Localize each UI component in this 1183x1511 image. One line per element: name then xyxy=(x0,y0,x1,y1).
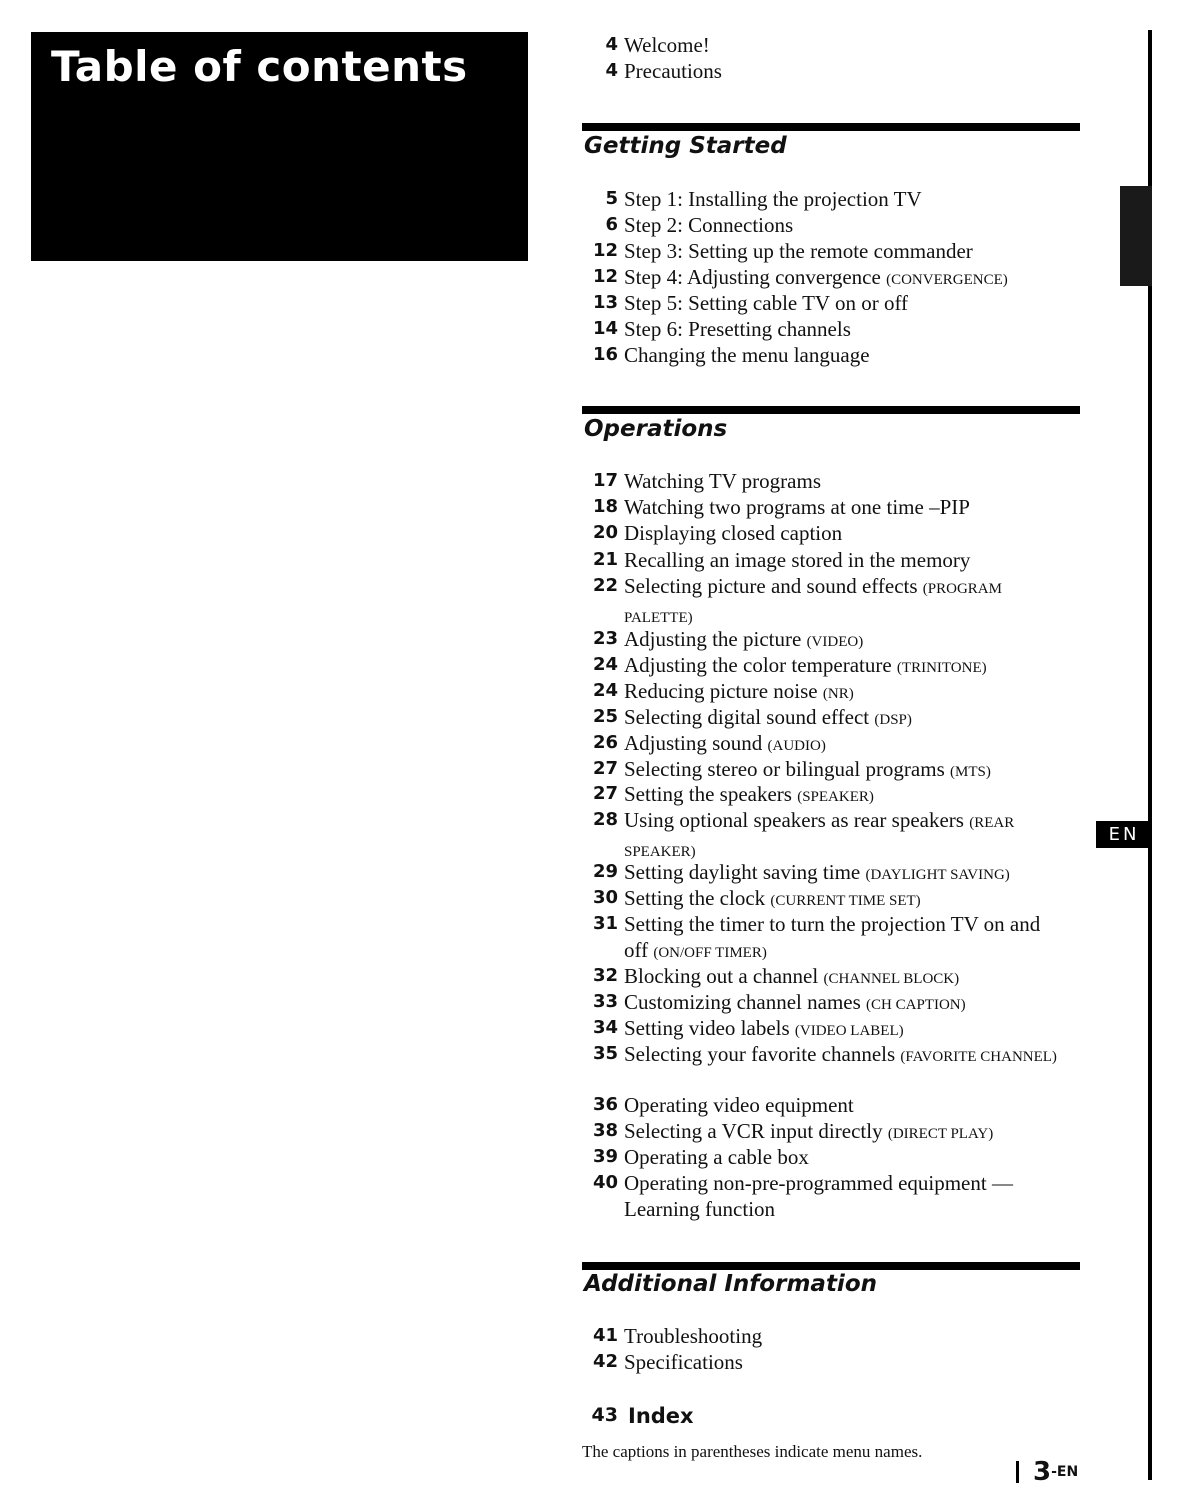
toc-page-number: 25 xyxy=(592,706,618,727)
toc-entry[interactable] xyxy=(582,468,821,494)
toc-entry[interactable] xyxy=(582,316,851,342)
toc-page-number: 30 xyxy=(592,887,618,908)
menu-name: (MTS) xyxy=(950,764,991,780)
toc-page-number: 28 xyxy=(592,809,618,830)
toc-entry[interactable] xyxy=(582,58,722,84)
toc-entry-text: Troubleshooting xyxy=(624,1324,763,1348)
toc-entry-text: Setting video labels xyxy=(624,1016,790,1040)
menu-name: (SPEAKER) xyxy=(797,789,874,805)
toc-page-number: 18 xyxy=(592,496,618,517)
toc-entry-text: Reducing picture noise xyxy=(624,679,818,703)
toc-entry-text: Step 5: Setting cable TV on or off xyxy=(624,291,909,315)
toc-entry[interactable] xyxy=(582,885,921,914)
menu-name: (CURRENT TIME SET) xyxy=(770,893,921,909)
menu-name: (NR) xyxy=(822,686,854,702)
toc-page-number: 26 xyxy=(592,732,618,753)
toc-entry-text: Selecting a VCR input directly xyxy=(624,1119,883,1143)
toc-entry[interactable] xyxy=(582,1092,854,1118)
toc-page-number: 40 xyxy=(592,1172,618,1193)
page-title: Table of contents xyxy=(51,42,468,91)
toc-entry-text: Step 1: Installing the projection TV xyxy=(624,187,922,211)
toc-entry-text: Operating video equipment xyxy=(624,1093,854,1117)
toc-entry[interactable] xyxy=(582,547,970,573)
page-number-bar xyxy=(1016,1461,1019,1483)
page-number-value: 3 xyxy=(1033,1457,1052,1487)
toc-entry-text: Watching TV programs xyxy=(624,469,821,493)
toc-page-number: 12 xyxy=(592,266,618,287)
index-entry[interactable] xyxy=(582,1404,694,1428)
section-heading-getting-started: Getting Started xyxy=(584,133,787,159)
toc-page-number: 35 xyxy=(592,1043,618,1064)
menu-name: (TRINITONE) xyxy=(896,660,987,676)
menu-name: (VIDEO) xyxy=(806,634,864,650)
toc-page-number: 4 xyxy=(605,60,618,81)
toc-entry-text: Step 3: Setting up the remote commander xyxy=(624,239,973,263)
toc-entry[interactable] xyxy=(582,678,854,707)
toc-page-number: 31 xyxy=(592,913,618,934)
toc-entry-text: Setting the speakers xyxy=(624,782,792,806)
menu-name: (VIDEO LABEL) xyxy=(794,1023,904,1039)
index-heading: Index xyxy=(628,1404,694,1428)
toc-entry[interactable] xyxy=(582,573,1064,631)
menu-name: (DIRECT PLAY) xyxy=(887,1126,994,1142)
toc-entry-text: Selecting picture and sound effects xyxy=(624,574,918,598)
toc-entry-text: Recalling an image stored in the memory xyxy=(624,548,971,572)
toc-entry[interactable] xyxy=(582,963,959,992)
toc-page-number: 16 xyxy=(592,344,618,365)
menu-name: (CHANNEL BLOCK) xyxy=(823,971,960,987)
section-rule xyxy=(582,406,1080,414)
toc-entry[interactable] xyxy=(582,704,912,733)
toc-entry[interactable] xyxy=(582,212,793,238)
section-heading-operations: Operations xyxy=(584,416,728,442)
toc-page-number: 42 xyxy=(592,1351,618,1372)
toc-entry[interactable] xyxy=(582,652,987,681)
toc-page-number: 29 xyxy=(592,861,618,882)
toc-entry-text: Selecting digital sound effect xyxy=(624,705,870,729)
toc-page-number: 21 xyxy=(592,549,618,570)
toc-entry[interactable] xyxy=(582,859,1010,888)
toc-entry[interactable] xyxy=(582,1323,762,1349)
toc-page-number: 36 xyxy=(592,1094,618,1115)
toc-page-number: 27 xyxy=(592,758,618,779)
toc-entry[interactable] xyxy=(582,186,922,212)
menu-name: (REAR SPEAKER) xyxy=(624,815,1015,860)
toc-page-number: 24 xyxy=(592,654,618,675)
toc-page-number: 14 xyxy=(592,318,618,339)
toc-entry-text: Adjusting the color temperature xyxy=(624,653,892,677)
toc-entry-text: Step 2: Connections xyxy=(624,213,794,237)
toc-entry[interactable] xyxy=(582,238,973,264)
toc-page-number: 32 xyxy=(592,965,618,986)
menu-name: (PROGRAM PALETTE) xyxy=(624,581,1002,626)
toc-entry-text: Displaying closed caption xyxy=(624,521,843,545)
toc-entry[interactable] xyxy=(582,781,874,810)
toc-page-number: 33 xyxy=(592,991,618,1012)
toc-entry-text: Adjusting sound xyxy=(624,731,763,755)
toc-entry-text: Blocking out a channel xyxy=(624,964,819,988)
toc-page-number: 23 xyxy=(592,628,618,649)
toc-page-number: 22 xyxy=(592,575,618,596)
toc-page-number: 43 xyxy=(591,1404,618,1426)
toc-entry[interactable] xyxy=(582,32,710,58)
toc-entry[interactable] xyxy=(582,1170,1064,1222)
toc-entry-text: Step 4: Adjusting convergence xyxy=(624,265,881,289)
toc-entry[interactable] xyxy=(582,520,842,546)
toc-entry[interactable] xyxy=(582,1015,904,1044)
menu-name: (AUDIO) xyxy=(767,738,826,754)
toc-entry-text: Operating a cable box xyxy=(624,1145,809,1169)
toc-entry[interactable] xyxy=(582,911,1064,966)
toc-page-number: 4 xyxy=(605,34,618,55)
toc-entry[interactable] xyxy=(582,730,826,759)
toc-entry-text: Customizing channel names xyxy=(624,990,861,1014)
toc-page-number: 38 xyxy=(592,1120,618,1141)
toc-page-number: 13 xyxy=(592,292,618,313)
section-heading-additional-information: Additional Information xyxy=(584,1271,877,1297)
menu-name: (FAVORITE CHANNEL) xyxy=(900,1049,1057,1065)
menu-name: (CONVERGENCE) xyxy=(886,272,1008,288)
section-rule xyxy=(582,123,1080,131)
toc-entry-text: Selecting your favorite channels xyxy=(624,1042,896,1066)
toc-page-number: 27 xyxy=(592,783,618,804)
toc-entry[interactable] xyxy=(582,807,1064,865)
toc-entry-text: Precautions xyxy=(624,59,722,83)
toc-entry-text: Operating non-pre-programmed equipment — Learning function xyxy=(624,1171,1013,1221)
menu-name: (DAYLIGHT SAVING) xyxy=(865,867,1010,883)
toc-entry-text: Selecting stereo or bilingual programs xyxy=(624,757,945,781)
toc-page-number: 12 xyxy=(592,240,618,261)
menu-name: (DSP) xyxy=(874,712,912,728)
toc-entry[interactable] xyxy=(582,1118,993,1147)
toc-page-number: 5 xyxy=(605,188,618,209)
menu-name: (CH CAPTION) xyxy=(866,997,966,1013)
page-number xyxy=(1016,1457,1078,1487)
toc-page-number: 41 xyxy=(592,1325,618,1346)
toc-entry[interactable] xyxy=(582,1041,1064,1070)
title-block xyxy=(31,32,528,261)
toc-page-number: 39 xyxy=(592,1146,618,1167)
toc-entry-text: Step 6: Presetting channels xyxy=(624,317,851,341)
toc-page-number: 6 xyxy=(605,214,618,235)
toc-entry-text: Specifications xyxy=(624,1350,743,1374)
toc-entry-text: Setting the clock xyxy=(624,886,766,910)
toc-entry[interactable] xyxy=(582,290,908,316)
toc-entry[interactable] xyxy=(582,989,966,1018)
footnote: The captions in parentheses indicate menu names. xyxy=(582,1442,923,1461)
toc-page-number: 24 xyxy=(592,680,618,701)
toc-entry[interactable] xyxy=(582,264,1008,293)
page-number-suffix: -EN xyxy=(1051,1464,1079,1480)
section-rule xyxy=(582,1262,1080,1270)
toc-entry[interactable] xyxy=(582,1349,743,1375)
toc-page-number: 17 xyxy=(592,470,618,491)
toc-entry-text: Adjusting the picture xyxy=(624,627,802,651)
toc-entry[interactable] xyxy=(582,626,863,655)
language-tab: EN xyxy=(1096,821,1152,848)
toc-entry-text: Welcome! xyxy=(624,33,710,57)
toc-entry-text: Setting the timer to turn the projection TV on and off xyxy=(624,912,1041,962)
toc-page-number: 20 xyxy=(592,522,618,543)
toc-entry[interactable] xyxy=(582,1144,809,1170)
toc-entry-text: Changing the menu language xyxy=(624,343,870,367)
toc-entry[interactable] xyxy=(582,342,870,368)
toc-page-number: 34 xyxy=(592,1017,618,1038)
toc-entry-text: Watching two programs at one time –PIP xyxy=(624,495,970,519)
section-thumb-tab xyxy=(1120,186,1152,286)
toc-entry[interactable] xyxy=(582,494,970,520)
toc-entry-text: Setting daylight saving time xyxy=(624,860,861,884)
toc-entry-text: Using optional speakers as rear speakers xyxy=(624,808,964,832)
menu-name: (ON/OFF TIMER) xyxy=(653,945,767,961)
